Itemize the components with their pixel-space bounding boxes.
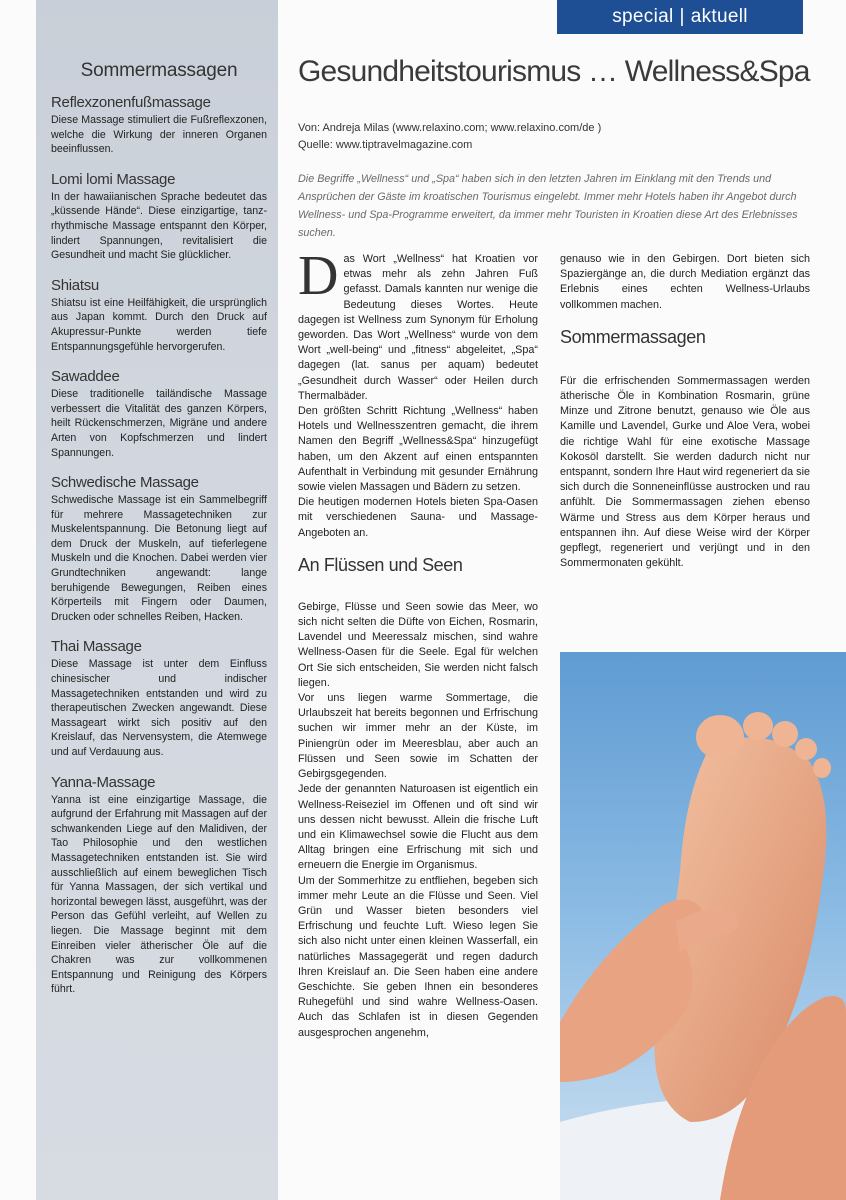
- article-column-1: [298, 245, 538, 1041]
- sidebar-section-text: Schwedische Massage ist ein Sammelbegriff für mehrere Massagetechniken zur Muskelentspannung. Die Betonung liegt auf dem Druck der Muskeln, auf tieferlegene Muskeln und die Knochen. Dabei werden vier Grundtechniken angewandt: lange beruhigende Bewegungen, Reiben eines Körperteils mit Fingern oder Daumen, Drucken oder schnelles Reiben, Hacken.: [51, 494, 267, 623]
- author-line: Von: Andreja Milas (www.relaxino.com; www.relaxino.com/de ): [298, 122, 602, 134]
- section-banner: [557, 0, 803, 34]
- paragraph: [298, 245, 538, 404]
- section-label-special: special: [612, 6, 674, 27]
- sidebar-panel: [36, 0, 278, 1200]
- paragraph-text: as Wort „Wellness“ hat Kroatien vor etwas mehr als zehn Jahren Fuß gefasst. Damals kannten nur wenige die Bedeutung dieses Wortes. Heute dagegen ist Wellness zum Synonym für Erholung geworden. Das Wort „Wellness“ wurde von dem Wort „well-being“ und „fitness“ abgeleitet, „Spa“ dagegen (lat. sanus per aquam) bedeutet „Gesundheit durch Wasser“ oder Heilen durch Thermalbäder.: [298, 253, 538, 402]
- sidebar-section-text: Diese Massage ist unter dem Einfluss chinesischer und indischer Massagetechniken entstanden und wird zu therapeutischen Zwecken angewandt. Diese Massageart wirkt sich positiv auf den Kreislauf, das Nervensystem, die Atemwege und auf Verdauung aus.: [51, 658, 267, 758]
- sidebar-section-heading: Yanna-Massage: [51, 773, 156, 791]
- sidebar-section-text: Shiatsu ist eine Heilfähigkeit, die ursprünglich aus Japan kommt. Durch den Druck auf Akupressur-Punkte werden tiefe Entspannungsgefühle hervorgerufen.: [51, 296, 267, 353]
- sidebar-section: [51, 638, 267, 759]
- article-intro: Die Begriffe „Wellness“ und „Spa“ haben sich in den letzten Jahren im Einklang mit den Trends und Ansprüchen der Gäste im kroatischen Tourismus eingelebt. Immer mehr Hotels haben ihr Angebot durch Wellness- und Spa-Programme erweitert, da immer mehr Touristen in Kroatien diese Art des Erlebnisses suchen.: [298, 173, 798, 239]
- sidebar-section-heading: Reflexzonenfußmassage: [51, 94, 211, 111]
- article-column-2: [560, 252, 810, 571]
- paragraph: Die heutigen modernen Hotels bieten Spa-Oasen mit verschiedenen Sauna- und Massage- Angeboten an.: [298, 496, 538, 539]
- drop-cap: D: [298, 245, 339, 307]
- source-line: Quelle: www.tiptravelmagazine.com: [298, 139, 473, 151]
- subheading-fluesse-seen: An Flüssen und Seen: [298, 554, 463, 575]
- foot-massage-photo: [560, 652, 846, 1200]
- toe-5: [813, 758, 831, 778]
- foot-massage-illustration: [560, 652, 846, 1200]
- paragraph: Jede der genannten Naturoasen ist eigentlich ein Wellness-Reiseziel im Offenen und oft sind wir uns dessen nicht bewusst. Allein die frische Luft und ein Klimawechsel sowie die Flucht aus dem Alltag bringen eine Erfrischung mit sich und erneuern die Energie im Organismus.: [298, 783, 538, 872]
- toe-3: [772, 721, 798, 747]
- paragraph: Den größten Schritt Richtung „Wellness“ haben Hotels und Wellnesszentren gemacht, die ihrem Namen den Begriff „Wellness&Spa“ hinzugefügt haben, um den Akzent auf einen entspannten Aufenthalt in Verbindung mit gesunder Ernährung sowie vielen Massagen und Bädern zu setzen.: [298, 405, 538, 494]
- sidebar-section: [51, 171, 267, 263]
- section-separator: |: [679, 6, 685, 27]
- sidebar-section: [51, 774, 267, 997]
- sidebar-section-text: Diese traditionelle tailändische Massage verbessert die Vitalität des ganzen Körpers, heilt Rückenschmerzen, Migräne und andere Arten von Kopfschmerzen und lindert Spannungen.: [51, 388, 267, 459]
- big-toe: [696, 715, 744, 759]
- paragraph: Gebirge, Flüsse und Seen sowie das Meer, wo sich nicht selten die Düfte von Eichen, Rosmarin, Lavendel und Meeressalz mischen, sind wahre Wellness-Oasen für die Seele. Egal für welchen Ort Sie sich entscheiden, Sie werden nicht falsch liegen.: [298, 600, 538, 689]
- subheading-sommermassagen: Sommermassagen: [560, 326, 706, 347]
- sidebar-section: [51, 474, 267, 624]
- sidebar-content: [51, 60, 267, 1011]
- toe-4: [795, 738, 817, 760]
- sidebar-section: [51, 94, 267, 157]
- paragraph: Vor uns liegen warme Sommertage, die Urlaubszeit hat bereits begonnen und Erfrischung suchen wir immer mehr an der Küste, im Piniengrün oder im Meeresblau, aber auch an Flüssen und Seen sowie im Schatten der Gebirgsgegenden.: [298, 692, 538, 781]
- paragraph: Für die erfrischenden Sommermassagen werden ätherische Öle in Kombination Rosmarin, grüne Minze und Zitrone benutzt, genauso wie Öle aus Kamille und Lavendel, Gurke und Aloe Vera, wobei die richtige Wahl für eine exotische Massage Kokosöl darstellt. Sie werden dadurch nicht nur entspannt, sondern Ihre Haut wird regeneriert da sie sich durch die Sonneneinflüsse austrocken und rau anfühlt. Die Sommermassagen ziehen ebenso Wärme und Stress aus dem Körper heraus und entspannen ihn. Auf diese Weise wird der Körper gepflegt, regeneriert und verjüngt und in den Sommermonaten gekühlt.: [560, 374, 810, 570]
- article-title: Gesundheitstourismus … Wellness&Spa: [298, 55, 810, 88]
- section-label-aktuell: aktuell: [690, 6, 748, 27]
- sidebar-section-heading: Shiatsu: [51, 276, 99, 294]
- byline: [298, 120, 601, 154]
- toe-2: [743, 712, 773, 740]
- sidebar-section: [51, 277, 267, 354]
- sidebar-section-heading: Schwedische Massage: [51, 474, 199, 492]
- sidebar-section-heading: Thai Massage: [51, 638, 142, 656]
- sidebar-section: [51, 368, 267, 460]
- sidebar-section-heading: Sawaddee: [51, 368, 120, 386]
- sidebar-title: Sommermassagen: [80, 60, 238, 81]
- sidebar-section-text: In der hawaiianischen Sprache bedeutet das „küssende Hände“. Diese einzigartige, tanz-rhythmische Massage entspannt den Körper, lindert Spannungen, revitalisiert die Gesundheit und macht Sie glücklicher.: [51, 190, 267, 262]
- sidebar-section-text: Yanna ist eine einzigartige Massage, die aufgrund der Erfahrung mit Massagen auf der schwankenden Liege auf den Malidiven, der Tao Philosophie und den westlichen Massagetechniken entstanden ist. Sie wird ausschließlich auf einem beweglichen Tisch für Yanna Massagen, der sich vertikal und horizontal bewegen lässt, ausgeführt, was der Person das Gefühl verleiht, auf Wellen zu liegen. Die Massage beginnt mit dem Einreiben vieler ätherischer Öle auf die Chakren was zur vollkommenen Entspannung und Reinigung des Körpers führt.: [51, 793, 267, 996]
- paragraph: genauso wie in den Gebirgen. Dort bieten sich Spaziergänge an, die durch Mediation ergänzt das Erlebnis eines echten Wellness-Urlaubs vollkommen machen.: [560, 253, 810, 311]
- paragraph: Um der Sommerhitze zu entfliehen, begeben sich immer mehr Leute an die Flüsse und Seen. Viel Grün und Wasser bieten besonders viel Erfrischung und feuchte Luft. Wieso legen Sie sich also nicht unter einen kleinen Wasserfall, ein natürliches Massagegerät und regen dadurch Ihren Kreislauf an. Die Seen haben eine andere Geschichte. Sie geben Ihnen ein besonderes Ruhegefühl und sind wahre Wellness-Oasen. Auch das Schlafen ist in diesen Gegenden ausgesprochen angenehm,: [298, 874, 538, 1039]
- sidebar-section-heading: Lomi lomi Massage: [51, 170, 176, 188]
- sidebar-section-text: Diese Massage stimuliert die Fußreflexzonen, welche die Wirkung der inneren Organen beeinflussen.: [51, 114, 267, 156]
